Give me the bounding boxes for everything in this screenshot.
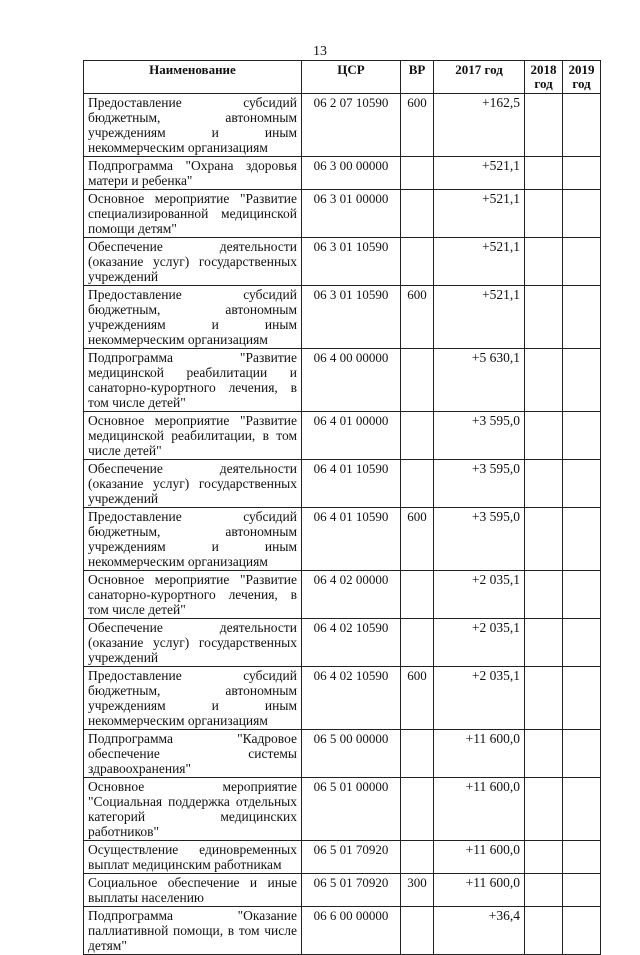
cell-csr: 06 3 00 00000 — [302, 157, 401, 190]
cell-2018 — [525, 157, 563, 190]
cell-csr: 06 6 00 00000 — [302, 907, 401, 955]
cell-csr: 06 5 01 00000 — [302, 778, 401, 841]
table-row — [84, 238, 601, 286]
table-row — [84, 190, 601, 238]
cell-2019 — [563, 907, 601, 955]
cell-2019 — [563, 778, 601, 841]
cell-csr: 06 3 01 00000 — [302, 190, 401, 238]
table-row — [84, 841, 601, 874]
cell-vr: 600 — [401, 286, 434, 349]
cell-csr: 06 5 01 70920 — [302, 841, 401, 874]
cell-2017: +162,5 — [434, 94, 525, 157]
table-row — [84, 571, 601, 619]
cell-csr: 06 5 00 00000 — [302, 730, 401, 778]
cell-2019 — [563, 190, 601, 238]
cell-csr: 06 2 07 10590 — [302, 94, 401, 157]
cell-2017: +11 600,0 — [434, 778, 525, 841]
cell-2018 — [525, 190, 563, 238]
cell-vr — [401, 190, 434, 238]
cell-2018 — [525, 286, 563, 349]
cell-name: Обеспечение деятельности (оказание услуг) государственных учреждений — [84, 460, 302, 508]
cell-vr — [401, 619, 434, 667]
cell-2017: +521,1 — [434, 238, 525, 286]
cell-2019 — [563, 349, 601, 412]
cell-name: Предоставление субсидий бюджетным, автономным учреждениям и иным некоммерческим организациям — [84, 94, 302, 157]
table-row — [84, 874, 601, 907]
cell-name: Основное мероприятие "Развитие специализированной медицинской помощи детям" — [84, 190, 302, 238]
cell-2019 — [563, 508, 601, 571]
budget-table — [83, 60, 601, 955]
cell-2017: +2 035,1 — [434, 667, 525, 730]
cell-2017: +2 035,1 — [434, 619, 525, 667]
page-number: 13 — [313, 44, 327, 59]
cell-2018 — [525, 412, 563, 460]
cell-csr: 06 4 01 10590 — [302, 460, 401, 508]
cell-2018 — [525, 841, 563, 874]
cell-csr: 06 4 02 10590 — [302, 619, 401, 667]
cell-2019 — [563, 667, 601, 730]
cell-2018 — [525, 238, 563, 286]
cell-2017: +521,1 — [434, 157, 525, 190]
cell-2017: +521,1 — [434, 286, 525, 349]
cell-name: Предоставление субсидий бюджетным, автономным учреждениям и иным некоммерческим организациям — [84, 667, 302, 730]
table-row — [84, 508, 601, 571]
cell-vr — [401, 412, 434, 460]
cell-name: Обеспечение деятельности (оказание услуг) государственных учреждений — [84, 619, 302, 667]
cell-2019 — [563, 619, 601, 667]
column-header-csr: ЦСР — [302, 61, 401, 94]
cell-2018 — [525, 667, 563, 730]
cell-2017: +3 595,0 — [434, 508, 525, 571]
cell-2018 — [525, 460, 563, 508]
cell-2017: +3 595,0 — [434, 460, 525, 508]
cell-csr: 06 5 01 70920 — [302, 874, 401, 907]
cell-2017: +5 630,1 — [434, 349, 525, 412]
cell-name: Социальное обеспечение и иные выплаты населению — [84, 874, 302, 907]
cell-2017: +11 600,0 — [434, 841, 525, 874]
cell-name: Основное мероприятие "Развитие санаторно-курортного лечения, в том числе детей" — [84, 571, 302, 619]
cell-vr — [401, 907, 434, 955]
cell-2019 — [563, 730, 601, 778]
table-row — [84, 286, 601, 349]
cell-2017: +11 600,0 — [434, 874, 525, 907]
cell-vr: 600 — [401, 667, 434, 730]
cell-2018 — [525, 730, 563, 778]
table-body — [84, 94, 601, 955]
cell-vr — [401, 778, 434, 841]
cell-vr — [401, 841, 434, 874]
cell-csr: 06 4 01 00000 — [302, 412, 401, 460]
cell-vr — [401, 157, 434, 190]
cell-2017: +11 600,0 — [434, 730, 525, 778]
cell-vr: 600 — [401, 94, 434, 157]
cell-name: Основное мероприятие "Социальная поддержка отдельных категорий медицинских работников" — [84, 778, 302, 841]
table-row — [84, 667, 601, 730]
cell-2019 — [563, 460, 601, 508]
cell-2019 — [563, 874, 601, 907]
cell-2017: +36,4 — [434, 907, 525, 955]
table-row — [84, 349, 601, 412]
table-row — [84, 460, 601, 508]
table-header-row — [84, 61, 601, 94]
cell-2017: +3 595,0 — [434, 412, 525, 460]
cell-name: Подпрограмма "Охрана здоровья матери и ребенка" — [84, 157, 302, 190]
cell-2019 — [563, 412, 601, 460]
cell-csr: 06 3 01 10590 — [302, 286, 401, 349]
cell-2018 — [525, 907, 563, 955]
cell-2019 — [563, 94, 601, 157]
cell-2018 — [525, 778, 563, 841]
column-header-vr: ВР — [401, 61, 434, 94]
cell-csr: 06 3 01 10590 — [302, 238, 401, 286]
table-row — [84, 619, 601, 667]
cell-vr: 600 — [401, 508, 434, 571]
column-header-2018: 2018 год — [525, 61, 563, 94]
cell-2018 — [525, 349, 563, 412]
cell-csr: 06 4 01 10590 — [302, 508, 401, 571]
cell-2018 — [525, 874, 563, 907]
cell-name: Подпрограмма "Оказание паллиативной помощи, в том числе детям" — [84, 907, 302, 955]
table-row — [84, 778, 601, 841]
cell-2017: +2 035,1 — [434, 571, 525, 619]
cell-2019 — [563, 841, 601, 874]
table-row — [84, 730, 601, 778]
column-header-name: Наименование — [84, 61, 302, 94]
cell-vr — [401, 349, 434, 412]
cell-2019 — [563, 157, 601, 190]
cell-vr: 300 — [401, 874, 434, 907]
cell-2017: +521,1 — [434, 190, 525, 238]
column-header-2017: 2017 год — [434, 61, 525, 94]
table-row — [84, 157, 601, 190]
column-header-2019: 2019 год — [563, 61, 601, 94]
table-row — [84, 907, 601, 955]
table-row — [84, 412, 601, 460]
cell-2018 — [525, 508, 563, 571]
cell-name: Подпрограмма "Развитие медицинской реабилитации и санаторно-курортного лечения, в том числе детей" — [84, 349, 302, 412]
cell-vr — [401, 460, 434, 508]
cell-2018 — [525, 619, 563, 667]
cell-name: Основное мероприятие "Развитие медицинской реабилитации, в том числе детей" — [84, 412, 302, 460]
cell-2019 — [563, 571, 601, 619]
cell-csr: 06 4 02 00000 — [302, 571, 401, 619]
cell-2019 — [563, 286, 601, 349]
cell-vr — [401, 571, 434, 619]
cell-name: Обеспечение деятельности (оказание услуг) государственных учреждений — [84, 238, 302, 286]
cell-name: Подпрограмма "Кадровое обеспечение системы здравоохранения" — [84, 730, 302, 778]
cell-name: Предоставление субсидий бюджетным, автономным учреждениям и иным некоммерческим организациям — [84, 286, 302, 349]
cell-2018 — [525, 94, 563, 157]
cell-name: Предоставление субсидий бюджетным, автономным учреждениям и иным некоммерческим организациям — [84, 508, 302, 571]
cell-name: Осуществление единовременных выплат медицинским работникам — [84, 841, 302, 874]
cell-2018 — [525, 571, 563, 619]
cell-csr: 06 4 02 10590 — [302, 667, 401, 730]
cell-vr — [401, 238, 434, 286]
table-row — [84, 94, 601, 157]
cell-2019 — [563, 238, 601, 286]
cell-csr: 06 4 00 00000 — [302, 349, 401, 412]
cell-vr — [401, 730, 434, 778]
